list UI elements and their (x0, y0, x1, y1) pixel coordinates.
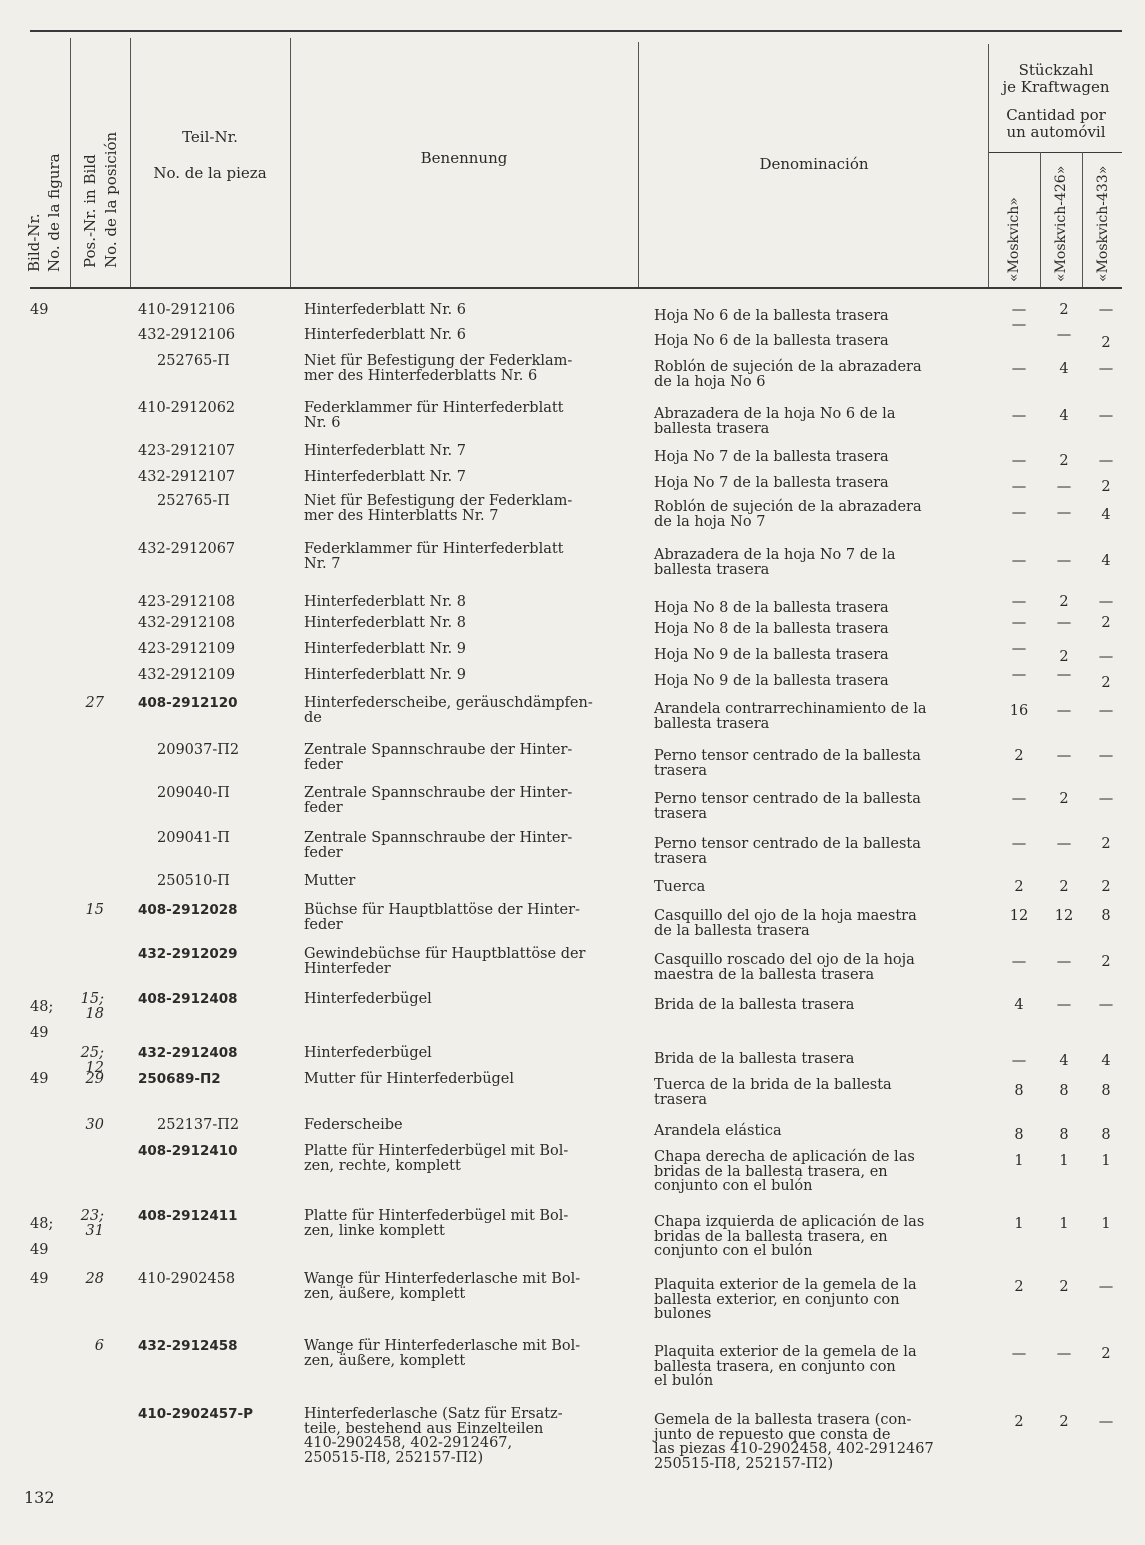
designation-german: Hinterfederlasche (Satz für Ersatz- teile, bestehend aus Einzelteilen 410-2902458, 402-2912467, 250515-П8, 252157-П2) (304, 1406, 563, 1466)
header-no-figura: No. de la figura (45, 153, 63, 272)
part-number: 432-2912029 (138, 946, 238, 962)
quantity-cell: — (1011, 479, 1027, 495)
header-model-moskvich-426: «Moskvich-426» (1053, 165, 1069, 282)
quantity-cell: 2 (1101, 879, 1111, 895)
col-divider (988, 44, 989, 287)
quantity-cell: — (1098, 1279, 1114, 1295)
part-number: 410-2902458 (138, 1271, 236, 1287)
part-number: 252137-П2 (157, 1117, 240, 1133)
quantity-cell: — (1056, 997, 1072, 1013)
quantity-cell: — (1011, 453, 1027, 469)
part-number: 432-2912108 (138, 615, 236, 631)
quantity-cell: — (1011, 791, 1027, 807)
designation-german: Platte für Hinterfederbügel mit Bol- zen, linke komplett (304, 1208, 569, 1239)
designation-german: Hinterfederbügel (304, 1045, 432, 1061)
part-number: 423-2912109 (138, 641, 236, 657)
position-number: 6 (94, 1338, 104, 1354)
quantity-cell: 2 (1059, 1414, 1069, 1430)
position-number: 29 (85, 1071, 104, 1087)
quantity-cell: 1 (1059, 1153, 1069, 1169)
designation-spanish: Plaquita exterior de la gemela de la ballesta exterior, en conjunto con bulones (654, 1277, 917, 1322)
quantity-cell: — (1011, 615, 1027, 631)
designation-german: Federklammer für Hinterfederblatt Nr. 6 (304, 400, 564, 431)
position-number: 28 (85, 1271, 104, 1287)
quantity-cell: — (1098, 703, 1114, 719)
header-no-pieza: No. de la pieza (153, 164, 267, 182)
part-number: 432-2912458 (138, 1338, 238, 1354)
designation-german: Zentrale Spannschraube der Hinter- feder (304, 785, 573, 816)
part-number: 432-2912107 (138, 469, 236, 485)
part-number: 423-2912108 (138, 594, 236, 610)
quantity-cell: 4 (1101, 1053, 1111, 1069)
quantity-cell: 2 (1059, 453, 1069, 469)
designation-spanish: Abrazadera de la hoja No 6 de la ballesta trasera (654, 406, 896, 437)
part-number: 408-2912120 (138, 695, 238, 711)
designation-german: Mutter (304, 873, 356, 889)
designation-german: Büchse für Hauptblattöse der Hinter- feder (304, 902, 580, 933)
part-number: 408-2912408 (138, 991, 238, 1007)
designation-german: Wange für Hinterfederlasche mit Bol- zen, äußere, komplett (304, 1271, 581, 1302)
quantity-cell: — (1056, 479, 1072, 495)
part-number: 250689-П2 (138, 1071, 221, 1087)
part-number: 432-2912106 (138, 327, 236, 343)
quantity-cell: 12 (1009, 908, 1029, 924)
quantity-cell: — (1056, 667, 1072, 683)
quantity-cell: 4 (1101, 507, 1111, 523)
designation-german: Federscheibe (304, 1117, 403, 1133)
designation-spanish: Chapa derecha de aplicación de las bridas de la ballesta trasera, en conjunto con el bulón (654, 1149, 915, 1194)
quantity-cell: — (1098, 997, 1114, 1013)
page-number: 132 (24, 1488, 55, 1507)
col-divider (290, 38, 291, 287)
quantity-cell: — (1011, 954, 1027, 970)
quantity-cell: — (1098, 408, 1114, 424)
designation-spanish: Roblón de sujeción de la abrazadera de la hoja No 7 (654, 499, 922, 530)
designation-spanish: Hoja No 8 de la ballesta trasera (654, 621, 889, 637)
designation-spanish: Hoja No 6 de la ballesta trasera (654, 333, 889, 349)
position-number: 15; 18 (80, 991, 104, 1022)
header-bild-nr: Bild-Nr. (25, 213, 43, 272)
designation-spanish: Tuerca (654, 879, 706, 895)
figure-number: 49 (30, 302, 49, 318)
quantity-cell: — (1056, 615, 1072, 631)
designation-german: Zentrale Spannschraube der Hinter- feder (304, 830, 573, 861)
part-number: 410-2912062 (138, 400, 236, 416)
designation-spanish: Hoja No 6 de la ballesta trasera (654, 308, 889, 324)
quantity-cell: 2 (1014, 748, 1024, 764)
quantity-cell: 4 (1059, 408, 1069, 424)
quantity-cell: — (1098, 649, 1114, 665)
quantity-cell: — (1098, 594, 1114, 610)
quantity-cell: 8 (1101, 1127, 1111, 1143)
designation-spanish: Arandela contrarrechinamiento de la ballesta trasera (654, 701, 927, 732)
quantity-cell: — (1011, 361, 1027, 377)
quantity-cell: 2 (1101, 615, 1111, 631)
figure-number: 49 (30, 1271, 49, 1287)
designation-german: Wange für Hinterfederlasche mit Bol- zen, äußere, komplett (304, 1338, 581, 1369)
quantity-cell: — (1098, 791, 1114, 807)
header-stueckzahl: Stückzahl je Kraftwagen (1002, 61, 1110, 96)
quantity-cell: — (1098, 302, 1114, 318)
designation-spanish: Arandela elástica (654, 1123, 782, 1139)
part-number: 432-2912067 (138, 541, 236, 557)
quantity-cell: — (1056, 505, 1072, 521)
quantity-cell: 2 (1014, 1414, 1024, 1430)
designation-spanish: Hoja No 9 de la ballesta trasera (654, 647, 889, 663)
designation-german: Zentrale Spannschraube der Hinter- feder (304, 742, 573, 773)
part-number: 252765-П (157, 493, 230, 509)
quantity-cell: — (1056, 748, 1072, 764)
designation-german: Mutter für Hinterfederbügel (304, 1071, 515, 1087)
quantity-cell: 8 (1101, 908, 1111, 924)
position-number: 15 (85, 902, 104, 918)
quantity-cell: 16 (1009, 703, 1029, 719)
quantity-cell: 1 (1014, 1216, 1024, 1232)
quantity-cell: — (1011, 1053, 1027, 1069)
quantity-cell: 12 (1054, 908, 1074, 924)
part-number: 408-2912410 (138, 1143, 238, 1159)
designation-german: Hinterfederbügel (304, 991, 432, 1007)
quantity-cell: — (1098, 748, 1114, 764)
designation-spanish: Chapa izquierda de aplicación de las bridas de la ballesta trasera, en conjunto con el bulón (654, 1214, 925, 1259)
quantity-cell: 2 (1101, 1346, 1111, 1362)
part-number: 432-2912408 (138, 1045, 238, 1061)
designation-spanish: Hoja No 8 de la ballesta trasera (654, 600, 889, 616)
quantity-cell: 4 (1059, 1053, 1069, 1069)
designation-spanish: Hoja No 7 de la ballesta trasera (654, 475, 889, 491)
header-cantidad: Cantidad por un automóvil (1006, 106, 1106, 141)
designation-spanish: Gemela de la ballesta trasera (con- junto de repuesto que consta de las piezas 410-2902458, 402-2912467 250515-П8, 252157-П2) (654, 1412, 934, 1472)
designation-spanish: Abrazadera de la hoja No 7 de la ballesta trasera (654, 547, 896, 578)
quantity-cell: 8 (1101, 1083, 1111, 1099)
designation-german: Hinterfederblatt Nr. 6 (304, 327, 466, 343)
part-number: 209040-П (157, 785, 230, 801)
quantity-cell: — (1098, 361, 1114, 377)
quantity-cell: — (1011, 553, 1027, 569)
part-number: 252765-П (157, 353, 230, 369)
header-teil-nr: Teil-Nr. (182, 128, 238, 146)
col-divider (1040, 152, 1041, 287)
quantity-cell: 4 (1014, 997, 1024, 1013)
quantity-cell: 2 (1059, 791, 1069, 807)
quantity-cell: 2 (1101, 836, 1111, 852)
quantity-cell: 8 (1059, 1127, 1069, 1143)
col-divider (638, 42, 639, 287)
part-number: 410-2902457-P (138, 1406, 254, 1422)
quantity-cell: — (1056, 1346, 1072, 1362)
figure-number: 48; 49 (30, 999, 54, 1041)
quantity-cell: — (1056, 703, 1072, 719)
designation-spanish: Brida de la ballesta trasera (654, 1051, 855, 1067)
designation-spanish: Brida de la ballesta trasera (654, 997, 855, 1013)
quantity-cell: — (1011, 505, 1027, 521)
quantity-cell: 8 (1014, 1083, 1024, 1099)
designation-german: Hinterfederblatt Nr. 6 (304, 302, 466, 318)
designation-german: Hinterfederblatt Nr. 8 (304, 615, 466, 631)
quantity-cell: 2 (1101, 954, 1111, 970)
designation-german: Hinterfederblatt Nr. 8 (304, 594, 466, 610)
designation-spanish: Perno tensor centrado de la ballesta trasera (654, 836, 921, 867)
quantity-cell: 4 (1059, 361, 1069, 377)
part-number: 209037-П2 (157, 742, 240, 758)
part-number: 410-2912106 (138, 302, 236, 318)
designation-spanish: Perno tensor centrado de la ballesta trasera (654, 748, 921, 779)
figure-number: 49 (30, 1071, 49, 1087)
quantity-cell: — (1056, 836, 1072, 852)
quantity-cell: 2 (1059, 302, 1069, 318)
part-number: 432-2912109 (138, 667, 236, 683)
quantity-cell: 2 (1101, 335, 1111, 351)
quantity-cell: — (1098, 453, 1114, 469)
quantity-cell: — (1098, 1414, 1114, 1430)
designation-german: Niet für Befestigung der Federklam- mer des Hinterfederblatts Nr. 6 (304, 353, 573, 384)
col-divider (130, 38, 131, 287)
designation-spanish: Casquillo del ojo de la hoja maestra de la ballesta trasera (654, 908, 917, 939)
designation-spanish: Plaquita exterior de la gemela de la ballesta trasera, en conjunto con el bulón (654, 1344, 917, 1389)
part-number: 423-2912107 (138, 443, 236, 459)
top-rule (30, 30, 1122, 32)
designation-german: Hinterfederblatt Nr. 9 (304, 641, 466, 657)
quantity-cell: 1 (1101, 1153, 1111, 1169)
position-number: 27 (85, 695, 104, 711)
quantity-cell: 8 (1014, 1127, 1024, 1143)
quantity-header-rule (988, 152, 1122, 153)
quantity-cell: — (1056, 954, 1072, 970)
designation-german: Hinterfederscheibe, geräuschdämpfen- de (304, 695, 593, 726)
designation-german: Gewindebüchse für Hauptblattöse der Hinterfeder (304, 946, 586, 977)
quantity-cell: — (1011, 302, 1027, 318)
designation-spanish: Hoja No 7 de la ballesta trasera (654, 449, 889, 465)
header-bottom-rule (30, 287, 1122, 289)
quantity-cell: — (1011, 836, 1027, 852)
header-pos-nr: Pos.-Nr. in Bild (81, 154, 99, 268)
quantity-cell: — (1056, 327, 1072, 343)
designation-german: Federklammer für Hinterfederblatt Nr. 7 (304, 541, 564, 572)
header-model-moskvich: «Moskvich» (1006, 197, 1022, 282)
col-divider (70, 38, 71, 287)
header-no-posicion: No. de la posición (102, 131, 120, 268)
quantity-cell: 8 (1059, 1083, 1069, 1099)
position-number: 30 (85, 1117, 104, 1133)
header-benennung: Benennung (420, 149, 508, 167)
quantity-cell: — (1056, 553, 1072, 569)
designation-german: Platte für Hinterfederbügel mit Bol- zen, rechte, komplett (304, 1143, 569, 1174)
designation-spanish: Hoja No 9 de la ballesta trasera (654, 673, 889, 689)
quantity-cell: 2 (1059, 879, 1069, 895)
part-number: 408-2912028 (138, 902, 238, 918)
quantity-cell: 2 (1101, 479, 1111, 495)
quantity-cell: 2 (1059, 649, 1069, 665)
quantity-cell: 1 (1014, 1153, 1024, 1169)
quantity-cell: 2 (1014, 1279, 1024, 1295)
quantity-cell: 4 (1101, 553, 1111, 569)
quantity-cell: — (1011, 667, 1027, 683)
quantity-cell: 2 (1101, 675, 1111, 691)
quantity-cell: — (1011, 594, 1027, 610)
designation-german: Hinterfederblatt Nr. 7 (304, 443, 466, 459)
position-number: 25; 12 (80, 1045, 104, 1076)
col-divider (1082, 152, 1083, 287)
position-number: 23; 31 (80, 1208, 104, 1239)
designation-german: Hinterfederblatt Nr. 9 (304, 667, 466, 683)
designation-spanish: Perno tensor centrado de la ballesta trasera (654, 791, 921, 822)
part-number: 209041-П (157, 830, 230, 846)
part-number: 250510-П (157, 873, 230, 889)
quantity-cell: 2 (1014, 879, 1024, 895)
quantity-cell: — (1011, 1346, 1027, 1362)
quantity-cell: 1 (1101, 1216, 1111, 1232)
designation-german: Niet für Befestigung der Federklam- mer des Hinterblatts Nr. 7 (304, 493, 573, 524)
quantity-cell: — (1011, 317, 1027, 333)
quantity-cell: — (1011, 408, 1027, 424)
designation-german: Hinterfederblatt Nr. 7 (304, 469, 466, 485)
part-number: 408-2912411 (138, 1208, 238, 1224)
figure-number: 48; 49 (30, 1216, 54, 1258)
header-denominacion: Denominación (759, 155, 869, 173)
designation-spanish: Casquillo roscado del ojo de la hoja maestra de la ballesta trasera (654, 952, 915, 983)
quantity-cell: 1 (1059, 1216, 1069, 1232)
header-model-moskvich-433: «Moskvich-433» (1095, 165, 1111, 282)
quantity-cell: — (1011, 641, 1027, 657)
designation-spanish: Roblón de sujeción de la abrazadera de la hoja No 6 (654, 359, 922, 390)
quantity-cell: 2 (1059, 1279, 1069, 1295)
quantity-cell: 2 (1059, 594, 1069, 610)
designation-spanish: Tuerca de la brida de la ballesta trasera (654, 1077, 892, 1108)
